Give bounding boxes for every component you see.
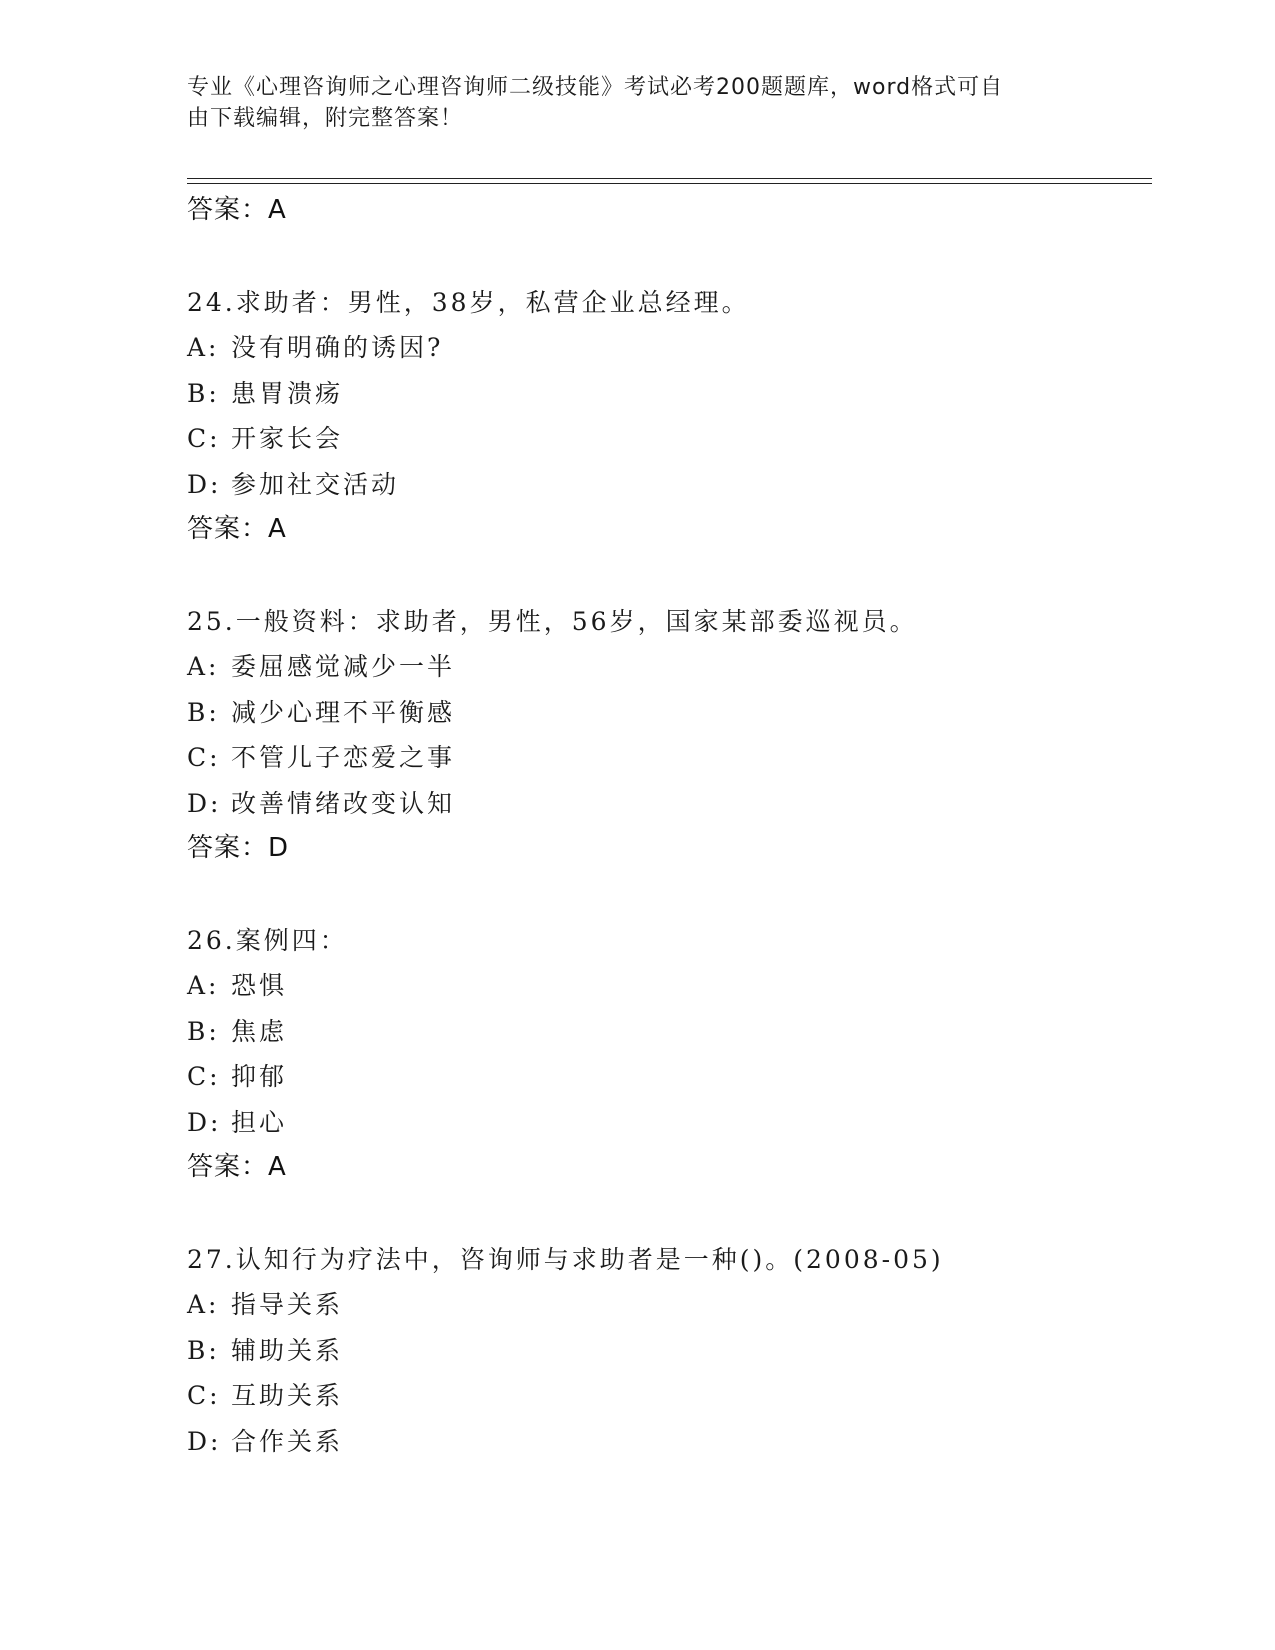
option-a xyxy=(187,325,1147,371)
document-header xyxy=(187,72,1087,134)
option-b xyxy=(187,1009,1147,1055)
option-b xyxy=(187,371,1147,417)
option-key: B: xyxy=(187,378,220,408)
question-stem: 26.案例四： xyxy=(187,925,348,955)
option-text: 担心 xyxy=(231,1107,288,1137)
option-text: 不管儿子恋爱之事 xyxy=(231,743,456,772)
question-block xyxy=(187,918,1147,1191)
question-stem: 27.认知行为疗法中，咨询师与求助者是一种()。(2008-05) xyxy=(187,1244,944,1274)
spacer xyxy=(187,1191,1147,1237)
answer-line: 答案：A xyxy=(187,1152,287,1182)
option-d xyxy=(187,462,1147,508)
option-b xyxy=(187,1328,1147,1374)
option-text: 委屈感觉减少一半 xyxy=(231,652,456,681)
option-a xyxy=(187,644,1147,690)
option-a xyxy=(187,1282,1147,1328)
option-key: D: xyxy=(187,469,222,499)
option-b xyxy=(187,690,1147,736)
option-c xyxy=(187,735,1147,781)
option-key: A: xyxy=(187,1290,220,1319)
answer-line: 答案：A xyxy=(187,195,287,225)
header-divider-bottom xyxy=(187,183,1152,184)
answer-line: 答案：A xyxy=(187,514,287,544)
option-a xyxy=(187,963,1147,1009)
option-text: 抑郁 xyxy=(231,1062,288,1091)
answer-line: 答案：D xyxy=(187,833,290,863)
option-key: C: xyxy=(187,743,221,772)
option-c xyxy=(187,1373,1147,1419)
option-key: B: xyxy=(187,1016,220,1046)
option-text: 焦虑 xyxy=(231,1016,288,1046)
option-key: D: xyxy=(187,1107,222,1137)
option-key: C: xyxy=(187,1381,221,1410)
header-line-2: 由下载编辑，附完整答案！ xyxy=(187,106,464,131)
question-stem: 24.求助者：男性，38岁，私营企业总经理。 xyxy=(187,287,750,317)
option-text: 开家长会 xyxy=(231,424,344,453)
option-text: 指导关系 xyxy=(231,1290,344,1319)
option-c xyxy=(187,1054,1147,1100)
question-list xyxy=(187,188,1147,1464)
option-key: D: xyxy=(187,788,222,818)
option-key: B: xyxy=(187,697,220,727)
option-d xyxy=(187,1419,1147,1465)
question-block xyxy=(187,599,1147,872)
option-d xyxy=(187,781,1147,827)
question-block xyxy=(187,280,1147,553)
header-divider-top xyxy=(187,178,1152,179)
header-line-1: 专业《心理咨询师之心理咨询师二级技能》考试必考200题题库，word格式可自 xyxy=(187,75,1004,100)
option-text: 恐惧 xyxy=(231,971,288,1000)
option-text: 互助关系 xyxy=(231,1381,344,1410)
option-text: 患胃溃疡 xyxy=(231,378,344,408)
question-stem: 25.一般资料：求助者，男性，56岁，国家某部委巡视员。 xyxy=(187,606,918,636)
option-key: D: xyxy=(187,1426,222,1456)
option-key: A: xyxy=(187,333,220,362)
option-c xyxy=(187,416,1147,462)
option-text: 没有明确的诱因? xyxy=(231,333,444,362)
option-text: 减少心理不平衡感 xyxy=(231,697,456,727)
option-key: A: xyxy=(187,971,220,1000)
option-key: C: xyxy=(187,424,221,453)
option-text: 改善情绪改变认知 xyxy=(231,788,456,818)
option-d xyxy=(187,1100,1147,1146)
option-text: 辅助关系 xyxy=(231,1335,344,1365)
option-key: B: xyxy=(187,1335,220,1365)
question-block xyxy=(187,1237,1147,1465)
option-text: 参加社交活动 xyxy=(231,469,400,499)
option-text: 合作关系 xyxy=(231,1426,344,1456)
option-key: C: xyxy=(187,1062,221,1091)
spacer xyxy=(187,553,1147,599)
spacer xyxy=(187,234,1147,280)
spacer xyxy=(187,872,1147,918)
option-key: A: xyxy=(187,652,220,681)
